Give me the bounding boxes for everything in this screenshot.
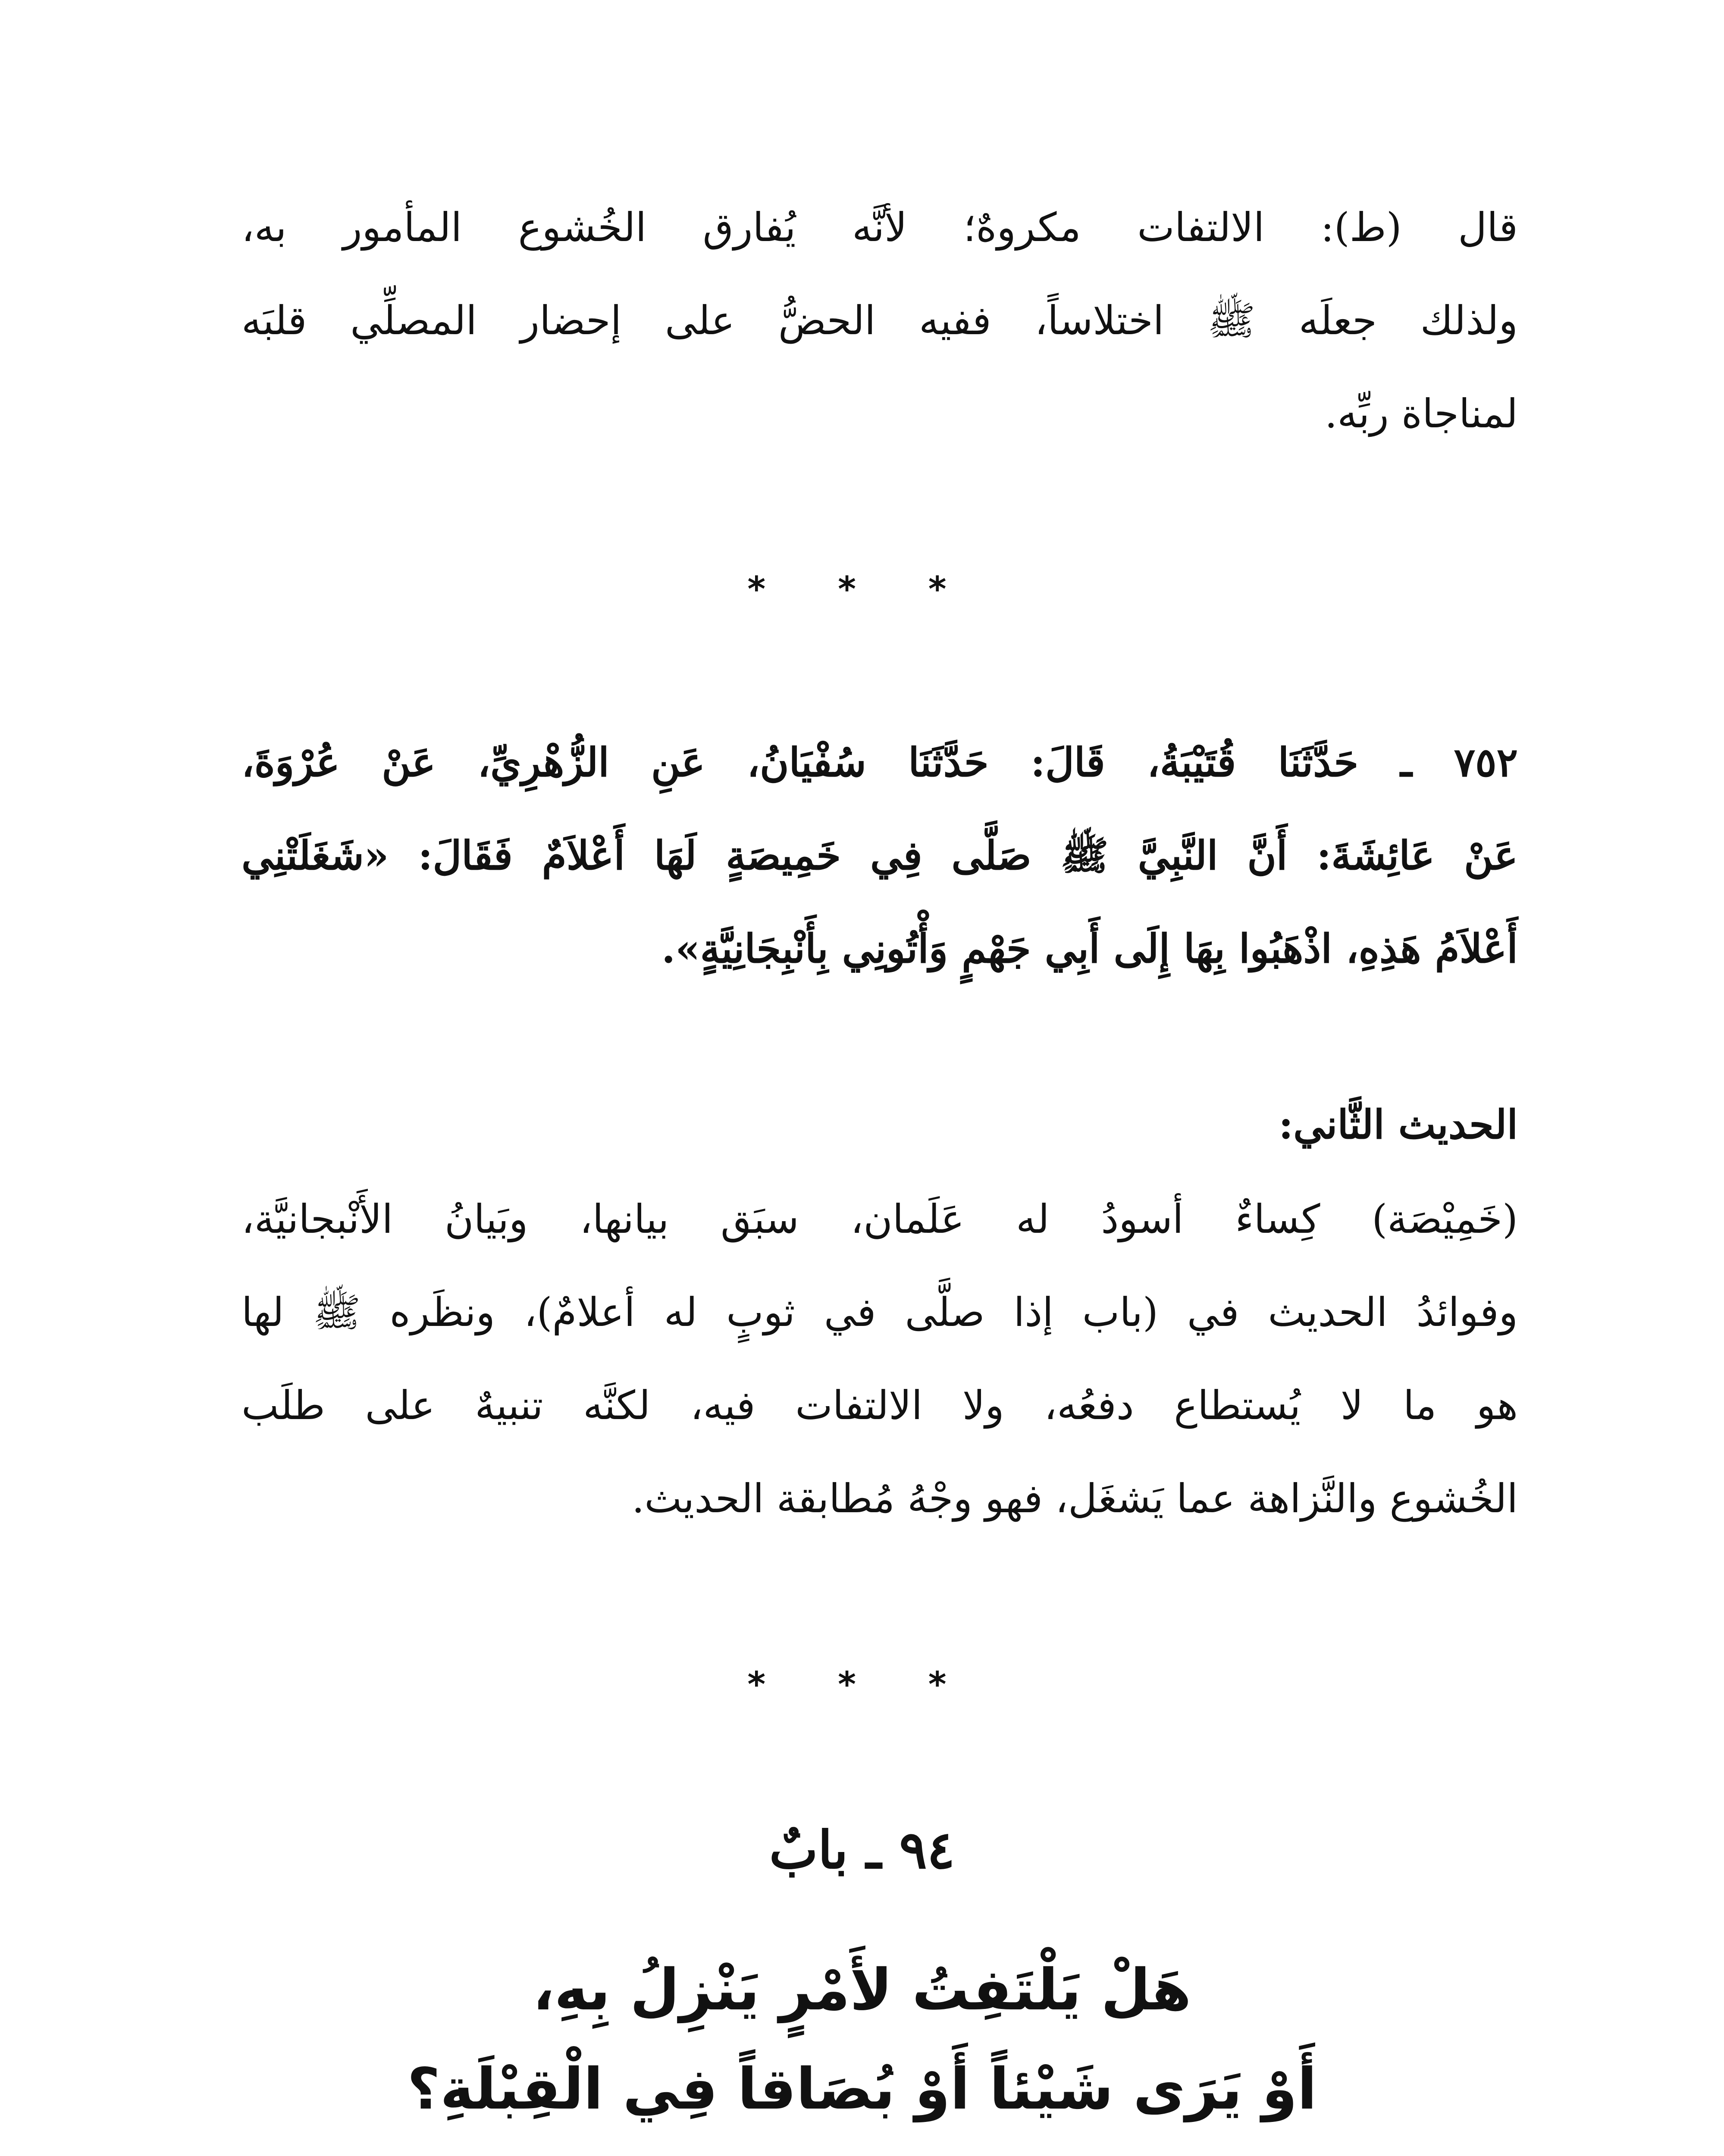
text-line: الخُشوع والنَّزاهة عما يَشغَل، فهو وجْهُ مُطابقة الحديث. <box>632 1476 1518 1522</box>
commentary-paragraph-1 <box>241 181 1518 461</box>
text-line: (خَمِيْصَة) كِساءٌ أسودُ له عَلَمان، سبَق بيانها، وبَيانُ الأَنْبجانيَّة، <box>241 1196 1518 1242</box>
commentary-paragraph-2 <box>241 1173 1518 1545</box>
text-line: ٧٥٢ ـ حَدَّثَنَا قُتَيْبَةُ، قَالَ: حَدَّثَنَا سُفْيَانُ، عَنِ الزُّهْرِيِّ، عَنْ عُرْوَةَ، <box>241 739 1518 786</box>
heading-text: الحديث الثَّاني: <box>1279 1101 1518 1148</box>
text-line: ولذلك جعلَه ﷺ اختلاساً، ففيه الحضُّ على إحضار المصلِّي قلبَه <box>241 298 1518 344</box>
text-line: أَعْلاَمُ هَذِهِ، اذْهَبُوا بِهَا إِلَى أَبِي جَهْمٍ وَأْتُونِي بِأَنْبِجَانِيَّةٍ». <box>661 925 1518 972</box>
section-heading <box>241 1078 1518 1171</box>
section-separator: * * * <box>747 1664 977 1705</box>
text-line: عَنْ عَائِشَةَ: أَنَّ النَّبِيَّ ﷺ صَلَّى فِي خَمِيصَةٍ لَهَا أَعْلاَمٌ فَقَالَ: «شَغَلَتْنِي <box>241 832 1518 879</box>
chapter-title-line: أَوْ يَرَى شَيْئاً أَوْ بُصَاقاً فِي الْقِبْلَةِ؟ <box>407 2056 1317 2122</box>
text-line: هو ما لا يُستطاع دفعُه، ولا الالتفات فيه، لكنَّه تنبيهٌ على طلَب <box>241 1382 1518 1429</box>
text-line: لمناجاة ربِّه. <box>1325 391 1518 437</box>
text-line: قال (ط): الالتفات مكروهٌ؛ لأنَّه يُفارق الخُشوع المأمور به، <box>241 204 1518 251</box>
chapter-title-line: هَلْ يَلْتَفِتُ لأَمْرٍ يَنْزِلُ بِهِ، <box>533 1957 1191 2023</box>
section-separator: * * * <box>747 569 977 609</box>
chapter-number: ٩٤ ـ بابٌ <box>769 1820 955 1880</box>
text-line: وفوائدُ الحديث في (باب إذا صلَّى في ثوبٍ له أعلامٌ)، ونظَره ﷺ لها <box>241 1289 1518 1335</box>
hadith-text <box>241 716 1518 995</box>
chapter-title <box>0 1940 1724 2139</box>
